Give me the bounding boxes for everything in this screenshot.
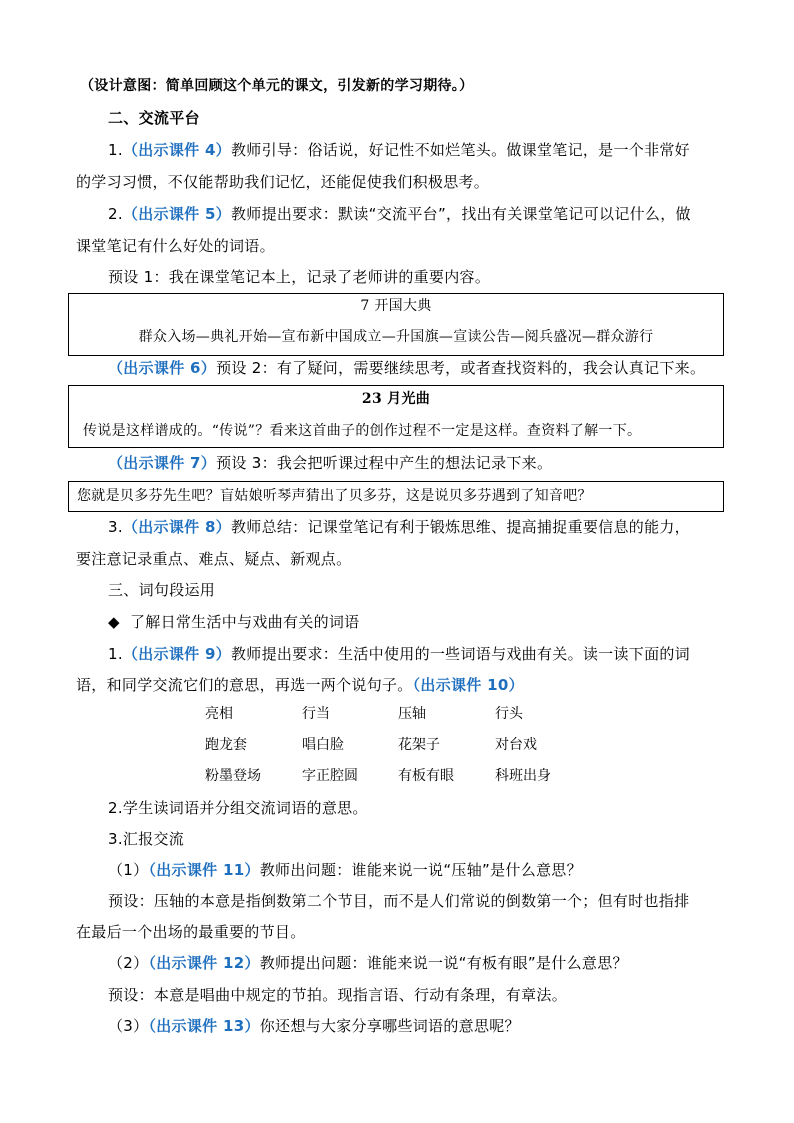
courseware-tag: （出示课件 9）: [122, 645, 231, 663]
word-item: 有板有眼: [398, 768, 454, 784]
bullet-item: [108, 612, 360, 632]
note-box-content: 传说是这样谱成的。“传说”？看来这首曲子的创作过程不一定是这样。查资料了解一下。: [83, 423, 642, 439]
courseware-tag: （出示课件 13）: [148, 1017, 260, 1035]
preset-3: [108, 453, 552, 473]
paragraph-2-line-2: 课堂笔记有什么好处的词语。: [76, 237, 275, 255]
question-number: （2）: [108, 954, 149, 972]
question-3: [108, 1016, 520, 1036]
question-2: [108, 953, 628, 973]
paragraph-text: 预设 2：有了疑问，需要继续思考，或者查找资料的，我会认真记下来。: [216, 359, 706, 377]
paragraph-text: 教师提出要求：默读“交流平台”，找出有关课堂笔记可以记什么，做: [230, 205, 691, 223]
section-heading-word-usage: 三、词句段运用: [108, 581, 216, 599]
answer-1-line-2: 在最后一个出场的最重要的节目。: [76, 923, 306, 941]
design-intent-note: （设计意图：简单回顾这个单元的课文，引发新的学习期待。）: [80, 78, 474, 94]
section-heading-exchange-platform: 二、交流平台: [108, 109, 200, 127]
note-box-yueguangqu: [68, 385, 724, 448]
paragraph-text: 教师提出要求：生活中使用的一些词语与戏曲有关。读一读下面的词: [230, 645, 690, 663]
question-text: 教师提出问题：谁能来说一说“有板有眼”是什么意思？: [259, 954, 628, 972]
courseware-tag: （出示课件 8）: [122, 518, 231, 536]
paragraph-4-line-2: [76, 675, 524, 695]
courseware-tag: （出示课件 10）: [412, 676, 524, 694]
note-box-title: 7 开国大典: [360, 298, 432, 314]
courseware-tag: （出示课件 4）: [122, 141, 231, 159]
answer-2: 预设：本意是唱曲中规定的节拍。现指言语、行动有条理，有章法。: [108, 986, 568, 1004]
note-box-content: 您就是贝多芬先生吧？盲姑娘听琴声猜出了贝多芬，这是说贝多芬遇到了知音吧？: [77, 488, 592, 504]
word-item: 亮相: [205, 706, 233, 722]
question-text: 你还想与大家分享哪些词语的意思呢？: [259, 1017, 520, 1035]
word-item: 跑龙套: [205, 737, 247, 753]
note-box-beethoven: [68, 481, 724, 512]
word-item: 粉墨登场: [205, 768, 261, 784]
note-box-title: 23 月光曲: [361, 391, 431, 407]
courseware-tag: （出示课件 7）: [108, 454, 217, 472]
word-item: 行头: [495, 706, 523, 722]
paragraph-6: 3.汇报交流: [108, 830, 185, 848]
courseware-tag: （出示课件 6）: [108, 359, 217, 377]
note-box-content: 群众入场—典礼开始—宣布新中国成立—升国旗—宣读公告—阅兵盛况—群众游行: [138, 329, 654, 345]
word-item: 压轴: [398, 706, 426, 722]
word-item: 科班出身: [495, 768, 551, 784]
paragraph-2-line-1: [108, 204, 691, 224]
paragraph-3-line-1: [108, 517, 690, 537]
word-item: 唱白脸: [302, 737, 344, 753]
paragraph-number: 3.: [108, 518, 123, 536]
answer-1-line-1: 预设：压轴的本意是指倒数第二个节目，而不是人们常说的倒数第一个；但有时也指排: [108, 892, 690, 910]
paragraph-3-line-2: 要注意记录重点、难点、疑点、新观点。: [76, 550, 352, 568]
paragraph-text: 语，和同学交流它们的意思，再选一两个说句子。: [76, 676, 413, 694]
diamond-bullet-icon: ◆: [108, 613, 120, 631]
courseware-tag: （出示课件 11）: [148, 861, 260, 879]
question-text: 教师出问题：谁能来说一说“压轴”是什么意思？: [259, 861, 582, 879]
word-item: 对台戏: [495, 737, 537, 753]
courseware-tag: （出示课件 12）: [148, 954, 260, 972]
word-item: 字正腔圆: [302, 768, 358, 784]
preset-2: [108, 358, 705, 378]
paragraph-number: 2.: [108, 205, 123, 223]
preset-1: 预设 1：我在课堂笔记本上，记录了老师讲的重要内容。: [108, 268, 491, 286]
word-item: 行当: [302, 706, 330, 722]
question-number: （1）: [108, 861, 149, 879]
question-number: （3）: [108, 1017, 149, 1035]
paragraph-number: 1.: [108, 141, 123, 159]
paragraph-5: 2.学生读词语并分组交流词语的意思。: [108, 799, 368, 817]
paragraph-number: 1.: [108, 645, 123, 663]
courseware-tag: （出示课件 5）: [122, 205, 231, 223]
paragraph-text: 教师总结：记课堂笔记有利于锻炼思维、提高捕捉重要信息的能力，: [230, 518, 690, 536]
paragraph-1-line-2: 的学习习惯，不仅能帮助我们记忆，还能促使我们积极思考。: [76, 173, 490, 191]
paragraph-4-line-1: [108, 644, 690, 664]
note-box-kaiguo-dadian: [68, 293, 724, 356]
paragraph-text: 教师引导：俗话说，好记性不如烂笔头。做课堂笔记，是一个非常好: [230, 141, 690, 159]
paragraph-text: 预设 3：我会把听课过程中产生的想法记录下来。: [216, 454, 553, 472]
word-item: 花架子: [398, 737, 440, 753]
paragraph-1-line-1: [108, 140, 690, 160]
bullet-text: 了解日常生活中与戏曲有关的词语: [129, 613, 360, 631]
question-1: [108, 860, 582, 880]
